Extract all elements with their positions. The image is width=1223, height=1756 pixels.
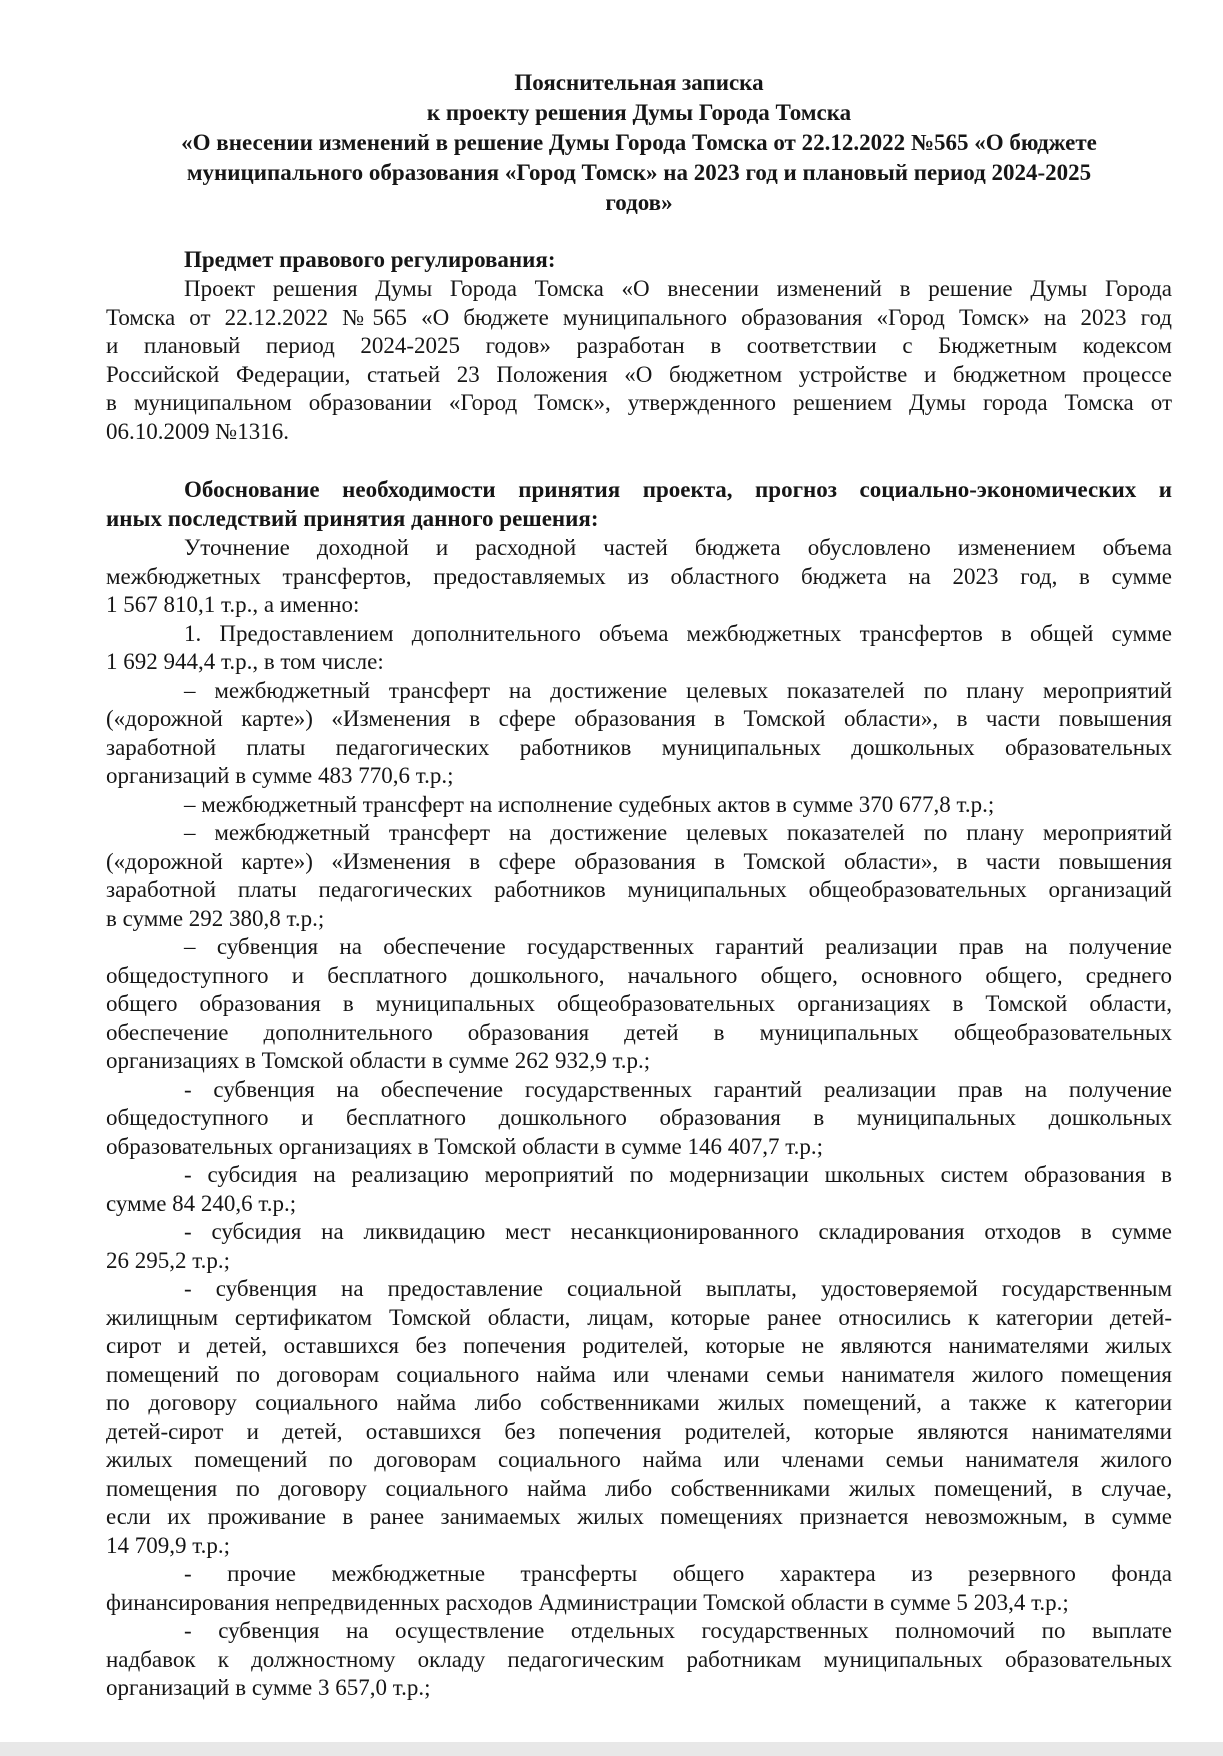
text-line: 06.10.2009 №1316. [106,418,289,444]
text-line: иных последствий принятия данного решения: [106,505,599,531]
text-line: - субвенция на осуществление отдельных государственных полномочий по выплате [184,1618,1172,1643]
text-line: в муниципальном образовании «Город Томск», утвержденного решением Думы города Томска от [106,390,1172,415]
text-line: финансирования непредвиденных расходов Администрации Томской области в сумме 5 203,4 т.р.; [106,1589,1069,1615]
section1-body [106,275,1172,446]
text-line: Российской Федерации, статьей 23 Положения «О бюджетном устройстве и бюджетном процессе [106,361,1172,387]
text-line: организаций в сумме 3 657,0 т.р.; [106,1675,431,1700]
section2-body [106,534,1172,1703]
text-line: («дорожной карте») «Изменения в сфере образования в Томской области», в части повышения [106,706,1172,731]
text-line: 14 709,9 т.р.; [106,1532,230,1558]
text-line: обеспечение дополнительного образования детей в муниципальных общеобразовательных [106,1019,1172,1045]
text-line: Уточнение доходной и расходной частей бюджета обусловлено изменением объема [184,535,1172,560]
text-line: в сумме 292 380,8 т.р.; [106,905,325,931]
text-line: – межбюджетный трансферт на достижение целевых показателей по плану мероприятий [184,677,1172,703]
text-line: 1 567 810,1 т.р., а именно: [106,592,360,617]
text-line: Проект решения Думы Города Томска «О внесении изменений в решение Думы Города [184,276,1172,301]
text-line: – межбюджетный трансферт на исполнение судебных актов в сумме 370 677,8 т.р.; [184,791,995,817]
text-line: – межбюджетный трансферт на достижение целевых показателей по плану мероприятий [184,820,1172,845]
text-line: – субвенция на обеспечение государственных гарантий реализации прав на получение [184,934,1172,959]
text-line: 1. Предоставлением дополнительного объема межбюджетных трансфертов в общей сумме [184,620,1172,646]
text-line: заработной платы педагогических работников муниципальных дошкольных образовательных [106,734,1172,760]
text-line: образовательных организациях в Томской области в сумме 146 407,7 т.р.; [106,1133,823,1159]
text-line: по договору социального найма либо собственниками жилых помещений, а также к категории [106,1390,1172,1415]
text-line: годов» [605,190,673,215]
text-line: организаций в сумме 483 770,6 т.р.; [106,763,454,788]
text-line: сумме 84 240,6 т.р.; [106,1190,297,1216]
document-title [106,68,1172,218]
section2-heading [106,476,1172,533]
text-line: 26 295,2 т.р.; [106,1247,230,1273]
text-line: детей-сирот и детей, оставшихся без попечения родителей, которые являются нанимателями [106,1418,1172,1444]
scan-edge [0,1742,1223,1756]
text-line: помещения по договору социального найма либо собственниками жилых помещений, в случае, [106,1475,1172,1501]
text-line: 1 692 944,4 т.р., в том числе: [106,649,384,674]
text-line: - субсидия на ликвидацию мест несанкционированного складирования отходов в сумме [184,1219,1172,1244]
text-line: к проекту решения Думы Города Томска [426,100,852,125]
text-line: Томска от 22.12.2022 №565 «О бюджете муниципального образования «Город Томск» на 2023 год [106,304,1172,330]
text-line: помещений по договорам социального найма или членами семьи нанимателя жилого помещения [106,1361,1172,1387]
text-line: «О внесении изменений в решение Думы Города Томска от 22.12.2022 №565 «О бюджете [181,130,1097,155]
text-line: Пояснительная записка [514,70,764,95]
text-line: межбюджетных трансфертов, предоставляемых из областного бюджета на 2023 год, в сумме [106,563,1172,589]
text-line: Обоснование необходимости принятия проекта, прогноз социально-экономических и [184,477,1172,502]
text-line: жилых помещений по договорам социального найма или членами семьи нанимателя жилого [106,1447,1172,1472]
text-line: - субвенция на предоставление социальной выплаты, удостоверяемой государственным [184,1276,1172,1301]
text-line: общего образования в муниципальных общеобразовательных организациях в Томской области, [106,991,1172,1016]
text-line: жилищным сертификатом Томской области, лицам, которые ранее относились к категории детей- [106,1304,1172,1330]
section1-heading: Предмет правового регулирования: [184,247,556,272]
text-line: надбавок к должностному окладу педагогическим работникам муниципальных образовательных [106,1646,1172,1672]
text-line: если их проживание в ранее занимаемых жилых помещениях признается невозможным, в сумме [106,1504,1172,1529]
text-line: общедоступного и бесплатного дошкольного, начального общего, основного общего, среднего [106,962,1172,988]
text-line: - субсидия на реализацию мероприятий по модернизации школьных систем образования в [184,1162,1172,1187]
text-line: муниципального образования «Город Томск» на 2023 год и плановый период 2024-2025 [186,160,1092,185]
text-line: организациях в Томской области в сумме 262 932,9 т.р.; [106,1048,651,1073]
text-line: общедоступного и бесплатного дошкольного образования в муниципальных дошкольных [106,1105,1172,1130]
text-line: заработной платы педагогических работников муниципальных общеобразовательных организаций [106,877,1172,902]
text-line: - прочие межбюджетные трансферты общего характера из резервного фонда [184,1561,1172,1586]
text-line: - субвенция на обеспечение государственных гарантий реализации прав на получение [184,1076,1172,1102]
text-line: сирот и детей, оставшихся без попечения родителей, которые не являются нанимателями жилых [106,1333,1172,1358]
text-line: («дорожной карте») «Изменения в сфере образования в Томской области», в части повышения [106,848,1172,874]
text-line: и плановый период 2024-2025 годов» разработан в соответствии с Бюджетным кодексом [106,333,1172,358]
